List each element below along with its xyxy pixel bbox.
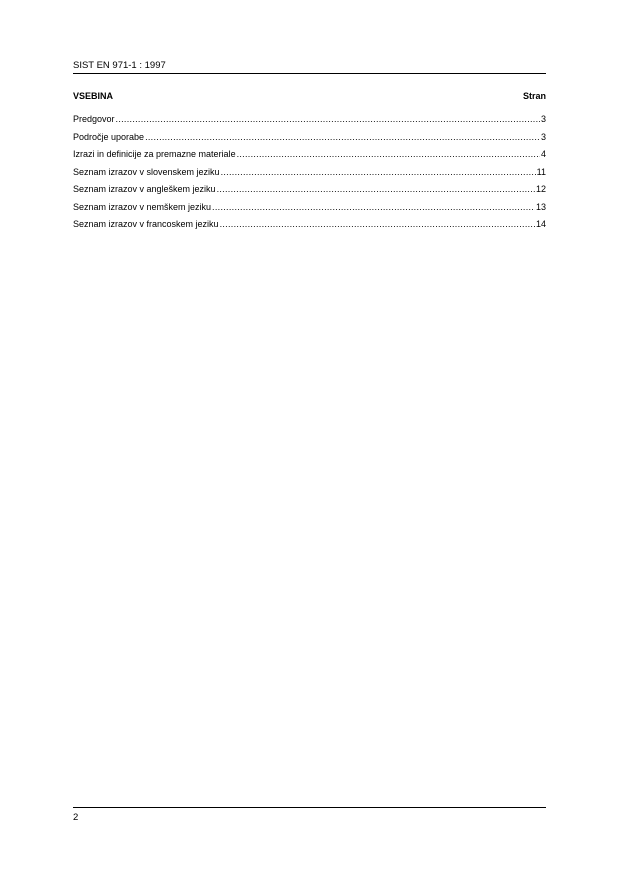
toc-entry-page: 11 [536, 166, 546, 177]
page-number: 2 [73, 812, 79, 823]
toc-leader-dots [145, 131, 540, 143]
document-header: SIST EN 971-1 : 1997 [73, 60, 166, 71]
toc-entry-page: 13 [535, 201, 546, 212]
toc-entry-seznam-nemskem[interactable] [73, 201, 546, 219]
contents-heading-row [73, 90, 546, 102]
table-of-contents [73, 113, 546, 236]
toc-leader-dots [217, 183, 535, 195]
toc-entry-title: Področje uporabe [73, 131, 145, 142]
page-column-heading: Stran [522, 91, 546, 101]
toc-entry-seznam-angleskem[interactable] [73, 183, 546, 201]
toc-entry-title: Izrazi in definicije za premazne materiale [73, 149, 236, 159]
toc-entry-seznam-francoskem[interactable] [73, 218, 546, 236]
toc-entry-title: Seznam izrazov v nemškem jeziku [73, 201, 212, 212]
toc-leader-dots [212, 201, 535, 213]
toc-entry-page: 12 [535, 184, 546, 194]
toc-entry-page: 14 [535, 219, 546, 229]
toc-entry-izrazi-in-definicije[interactable] [73, 148, 546, 166]
toc-entry-predgovor[interactable] [73, 113, 546, 131]
toc-leader-dots [221, 166, 536, 178]
contents-heading: VSEBINA [73, 91, 114, 101]
header-rule [73, 73, 546, 74]
footer-rule [73, 807, 546, 808]
toc-entry-title: Predgovor [73, 114, 115, 124]
toc-entry-page: 3 [540, 131, 546, 142]
toc-leader-dots [116, 113, 540, 125]
toc-entry-page: 3 [540, 114, 546, 124]
toc-entry-page: 4 [540, 149, 546, 159]
toc-entry-seznam-slovenskem[interactable] [73, 166, 546, 184]
toc-leader-dots [220, 218, 535, 230]
toc-leader-dots [237, 148, 540, 160]
toc-entry-title: Seznam izrazov v francoskem jeziku [73, 219, 219, 229]
toc-entry-title: Seznam izrazov v slovenskem jeziku [73, 166, 220, 177]
toc-entry-title: Seznam izrazov v angleškem jeziku [73, 184, 216, 194]
toc-entry-podrocje-uporabe[interactable] [73, 131, 546, 149]
